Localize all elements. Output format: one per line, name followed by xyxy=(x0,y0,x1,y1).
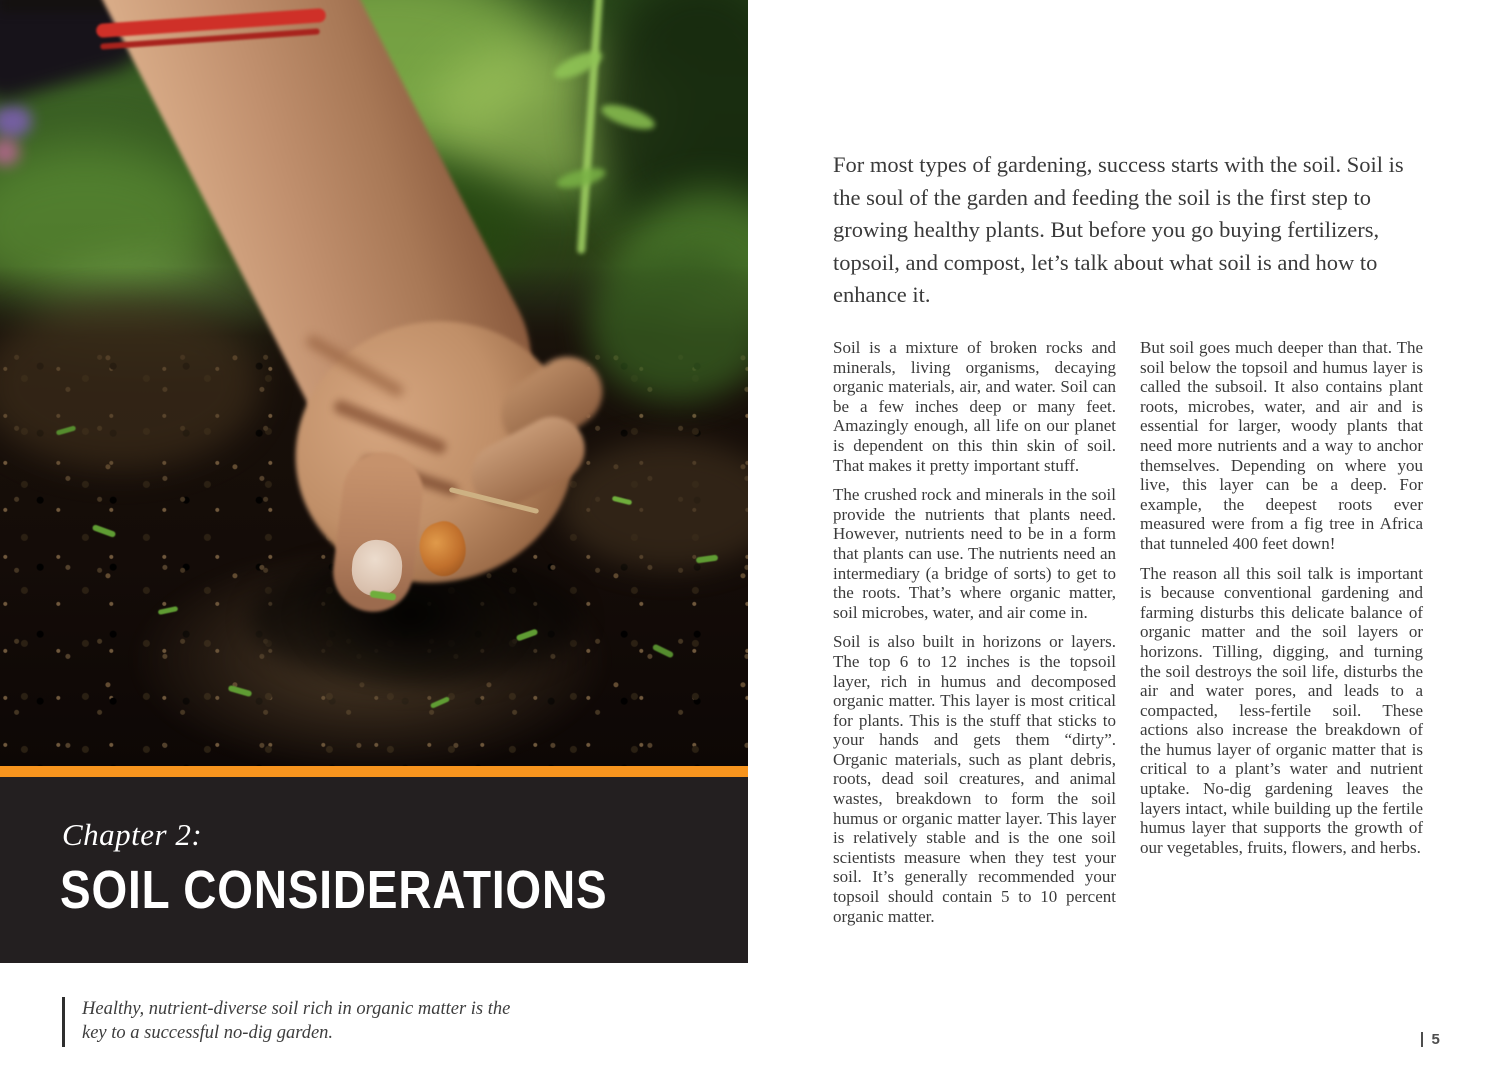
paragraph: But soil goes much deeper than that. The soil below the topsoil and humus layer is called the subsoil. It also contains plant roots, microbes, water, and air and is essential for larger, woody plants that need more nutrients and a way to anchor themselves. Depending on where you live, this layer can be a deep. For example, the deepest roots ever measured were from a fig tree in Africa that tunneled 400 feet down! xyxy=(1140,338,1423,553)
chapter-title: SOIL CONSIDERATIONS xyxy=(60,860,608,920)
chapter-label: Chapter 2: xyxy=(62,817,203,852)
folio-number: 5 xyxy=(1431,1031,1441,1048)
body-columns xyxy=(833,338,1423,936)
paragraph: Soil is also built in horizons or layers. The top 6 to 12 inches is the topsoil layer, rich in humus and decomposed organic matter. This layer is most critical for plants. This is the stuff that sticks to your hands and gets them “dirty”. Organic materials, such as plant debris, roots, dead soil creatures, and animal wastes, breakdown to form the soil humus or organic matter layer. This layer is relatively stable and is the one soil scientists measure when they test your soil. It’s generally recommended your topsoil should contain 5 to 10 percent organic matter. xyxy=(833,632,1116,926)
paragraph: The crushed rock and minerals in the soil provide the nutrients that plants need. However, nutrients need to be in a form that plants can use. The nutrients need an intermediary (a bridge of sorts) to get to the roots. That’s where organic matter, soil microbes, water, and air come in. xyxy=(833,485,1116,622)
chapter-photo xyxy=(0,0,748,766)
chapter-title-block xyxy=(0,777,748,963)
paragraph: The reason all this soil talk is important is because conventional gardening and farming disturbs this delicate balance of organic matter and the soil layers or horizons. Tilling, digging, and turning the soil destroys the soil life, disturbs the air and water pores, and leads to a compacted, less-fertile soil. These actions also increase the breakdown of the humus layer of organic matter that is critical to a plant’s water and nutrient uptake. No-dig gardening leaves the layers intact, while building up the fertile humus layer that supports the growth of our vegetables, fruits, flowers, and herbs. xyxy=(1140,563,1423,857)
paragraph: Soil is a mixture of broken rocks and minerals, living organisms, decaying organic materials, air, and water. Soil can be a few inches deep or many feet. Amazingly enough, all life on our planet is dependent on this thin skin of soil. That makes it pretty important stuff. xyxy=(833,338,1116,475)
purple-flower xyxy=(0,104,32,138)
body-column-right xyxy=(1140,338,1423,936)
folio-rule xyxy=(1421,1032,1423,1047)
page-number xyxy=(1421,1031,1440,1048)
photo-caption xyxy=(62,997,522,1047)
caption-rule xyxy=(62,997,65,1047)
caption-text: Healthy, nutrient-diverse soil rich in organic matter is the key to a successful no-dig garden. xyxy=(82,999,511,1043)
accent-rule xyxy=(0,766,748,777)
intro-paragraph: For most types of gardening, success starts with the soil. Soil is the soul of the garden and feeding the soil is the first step to growing healthy plants. But before you go buying fertilizers, topsoil, and compost, let’s talk about what soil is and how to enhance it. xyxy=(833,152,1404,308)
body-column-left xyxy=(833,338,1116,936)
